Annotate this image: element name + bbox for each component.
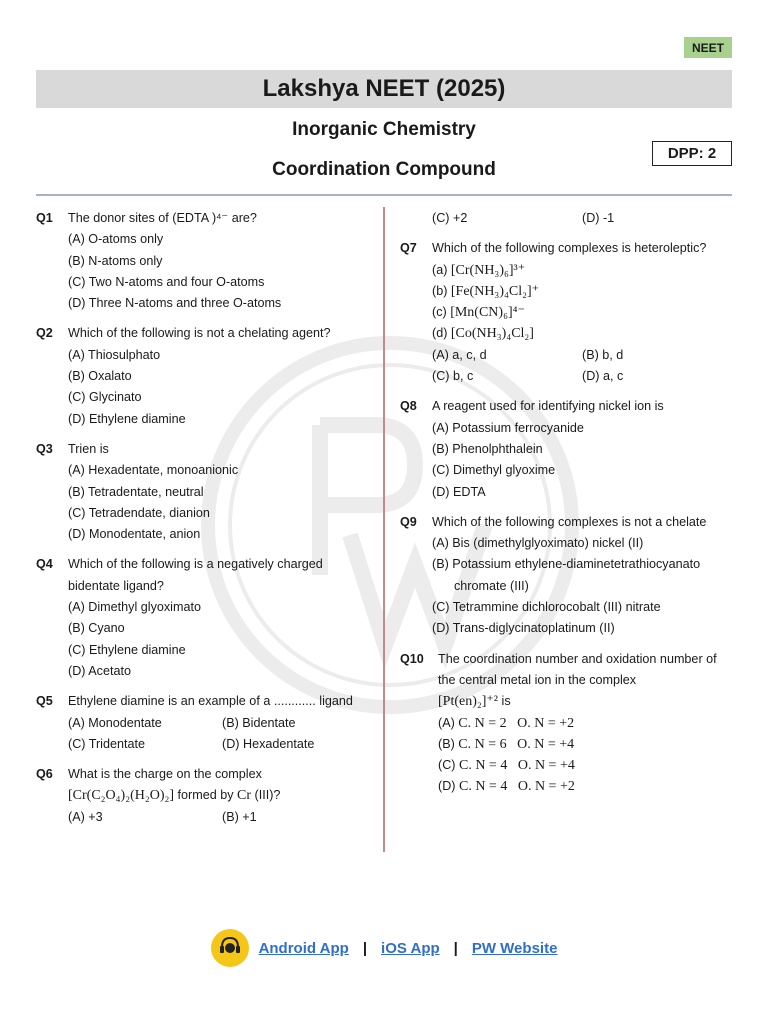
item-c [432,302,732,323]
question-text: Which of the following complexes is heteroleptic? [432,241,707,256]
option-c: (C) Tetradendate, dianion [68,505,210,520]
item-c-label: (c) [432,305,451,320]
item-d-formula: [Co(NH₃)₄Cl₂] [450,326,534,342]
option-d: (D) Trans-diglycinatoplatinum (II) [432,621,615,636]
item-d [432,323,732,344]
subject-heading: Inorganic Chemistry [292,119,476,140]
question-6-continued [400,208,732,229]
question-number: Q5 [36,694,53,709]
question-number: Q9 [400,514,417,529]
header-divider [36,194,732,196]
option-b [438,734,732,755]
column-divider [383,207,385,852]
item-b-label: (b) [432,283,451,298]
complex-formula: [Cr(C₂O₄)₂(H₂O)₂] [68,788,175,804]
item-a-formula: [Cr(NH₃)₆]³⁺ [450,262,526,278]
option-b: (B) +1 [222,809,257,824]
question-6 [36,764,376,828]
item-b [432,281,732,302]
question-text: Trien is [68,441,109,456]
option-a: (A) O-atoms only [68,232,164,247]
option-b-label: (B) [438,736,459,751]
option-c-label: (C) [438,758,459,773]
option-b: (B) N-atoms only [68,253,163,268]
question-10 [400,649,732,798]
question-5 [36,691,376,755]
question-number: Q10 [400,651,424,666]
complex-formula: [Pt(en)₂]⁺² [438,694,499,710]
pw-website-link[interactable]: PW Website [471,939,558,957]
item-d-label: (d) [432,326,451,341]
question-number: Q2 [36,326,53,341]
question-text: Which of the following is a negatively charged bidentate ligand? [68,557,323,593]
option-a: (A) Hexadentate, monoanionic [68,463,239,478]
question-text: Ethylene diamine is an example of a ............ ligand [68,694,353,709]
option-c-value: C. N = 4 O. N = +4 [458,758,575,774]
item-b-formula: [Fe(NH₃)₄Cl₂]⁺ [450,283,540,299]
option-a: (A) a, c, d [432,347,487,362]
option-b-cont: chromate (III) [454,578,529,593]
option-c: (C) Glycinato [68,390,142,405]
question-text: The donor sites of (EDTA )⁴⁻ are? [68,211,257,225]
option-d: (D) Acetato [68,663,131,678]
question-formula-line [438,691,732,712]
option-d: (D) Monodentate, anion [68,527,201,542]
question-text-cont: formed by [174,788,238,803]
option-b: (B) Tetradentate, neutral [68,484,204,499]
option-a: (A) Bis (dimethylglyoximato) nickel (II) [432,536,644,551]
option-c: (C) Ethylene diamine [68,642,186,657]
question-4 [36,554,376,682]
question-3 [36,439,376,545]
customer-service-logo-icon [211,929,249,967]
item-a-label: (a) [432,262,451,277]
question-1 [36,208,376,314]
option-d: (D) Ethylene diamine [68,411,186,426]
option-b: (B) Phenolphthalein [432,441,543,456]
option-b: (B) Bidentate [222,715,296,730]
question-text-end: (III)? [251,788,281,803]
question-text-formula-line [68,785,376,806]
option-d: (D) EDTA [432,484,486,499]
option-a: (A) Dimethyl glyoximato [68,600,201,615]
option-a: (A) Monodentate [68,715,162,730]
option-d: (D) Hexadentate [222,736,315,751]
option-a: (A) Potassium ferrocyanide [432,420,584,435]
option-b: (B) Cyano [68,621,125,636]
link-separator: | [453,939,458,957]
question-number: Q3 [36,441,53,456]
option-b: (B) Oxalato [68,369,132,384]
question-number: Q4 [36,557,53,572]
option-b-value: C. N = 6 O. N = +4 [458,736,575,752]
footer-links [0,928,768,968]
option-d [438,776,732,797]
chapter-heading: Coordination Compound [272,159,496,180]
option-a: (A) Thiosulphato [68,347,161,362]
option-a-value: C. N = 2 O. N = +2 [458,715,575,731]
metal-symbol: Cr [237,788,252,804]
question-text: Which of the following is not a chelating agent? [68,326,331,341]
option-c: (C) Tetrammine dichlorocobalt (III) nitrate [432,600,661,615]
page-title: Lakshya NEET (2025) [36,70,732,108]
neet-badge: NEET [684,37,732,58]
item-a [432,260,732,281]
question-2 [36,323,376,429]
question-text: What is the charge on the complex [68,767,262,782]
option-d: (D) Three N-atoms and three O-atoms [68,296,282,311]
option-c: (C) Two N-atoms and four O-atoms [68,274,265,289]
option-c: (C) Dimethyl glyoxime [432,463,556,478]
option-d: (D) -1 [582,211,615,225]
option-b: (B) b, d [582,347,624,362]
option-d: (D) a, c [582,369,624,384]
option-c [438,755,732,776]
question-9 [400,512,732,640]
dpp-label: DPP: 2 [652,141,732,166]
option-a [438,713,732,734]
question-number: Q1 [36,211,53,225]
ios-app-link[interactable]: iOS App [381,939,440,957]
question-number: Q6 [36,767,53,782]
option-c: (C) Tridentate [68,736,145,751]
question-text: The coordination number and oxidation number of the central metal ion in the complex [438,651,717,687]
question-number: Q8 [400,399,417,414]
left-column [36,208,376,837]
question-8 [400,396,732,502]
option-a-label: (A) [438,715,459,730]
android-app-link[interactable]: Android App [258,939,349,957]
item-c-formula: [Mn(CN)₆]⁴⁻ [450,305,525,321]
option-b: (B) Potassium ethylene-diaminetetrathiocyanato [432,557,701,572]
question-text: A reagent used for identifying nickel ion is [432,399,664,414]
option-a: (A) +3 [68,809,103,824]
question-text-end: is [498,694,511,709]
link-separator: | [362,939,368,957]
question-7 [400,238,732,387]
question-text: Which of the following complexes is not a chelate [432,514,707,529]
option-d-value: C. N = 4 O. N = +2 [458,779,575,795]
option-d-label: (D) [438,779,459,794]
question-number: Q7 [400,241,417,256]
option-c: (C) +2 [432,211,468,225]
right-column [400,208,732,807]
option-c: (C) b, c [432,369,474,384]
